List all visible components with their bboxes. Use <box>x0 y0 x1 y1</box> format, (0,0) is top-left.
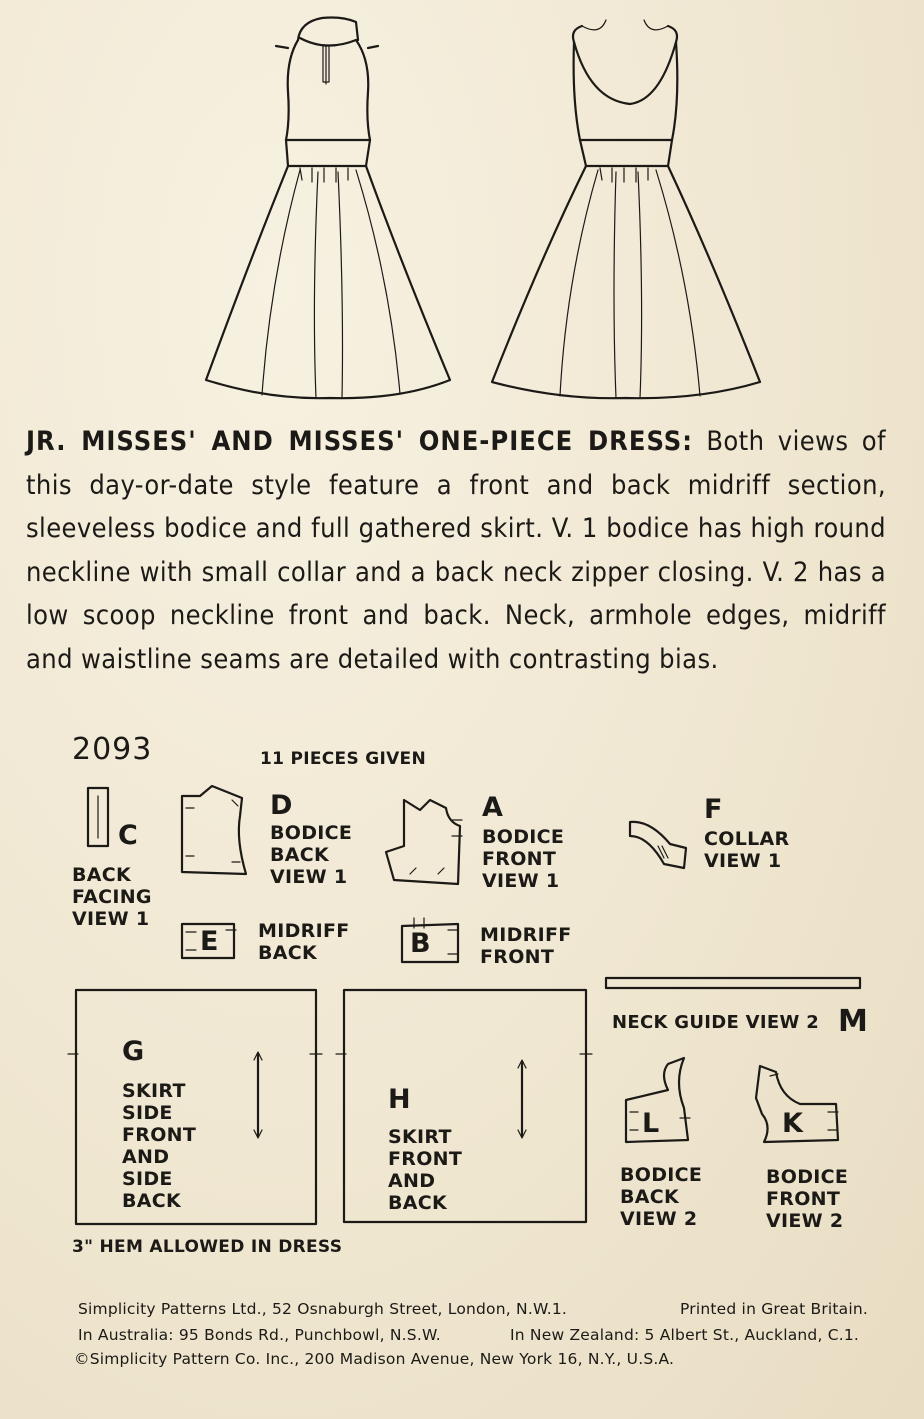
piece-b-label: MIDRIFF FRONT <box>480 924 572 968</box>
piece-h-label: SKIRT FRONT AND BACK <box>388 1126 463 1214</box>
pieces-given: 11 PIECES GIVEN <box>260 749 426 769</box>
piece-f-shape <box>630 822 686 868</box>
piece-m-letter: M <box>838 1004 868 1039</box>
piece-a-letter: A <box>482 792 503 823</box>
piece-d-letter: D <box>270 790 293 821</box>
piece-m-shape <box>606 978 860 988</box>
pattern-number: 2093 <box>72 732 153 767</box>
footer-line1-left: Simplicity Patterns Ltd., 52 Osnaburgh Street, London, N.W.1. <box>78 1300 568 1318</box>
hem-note: 3" HEM ALLOWED IN DRESS <box>72 1237 343 1257</box>
piece-d-shape <box>182 786 246 874</box>
footer-line3: ©Simplicity Pattern Co. Inc., 200 Madison Avenue, New York 16, N.Y., U.S.A. <box>74 1350 675 1368</box>
piece-c-label: BACK FACING VIEW 1 <box>72 864 152 930</box>
piece-g-label: SKIRT SIDE FRONT AND SIDE BACK <box>122 1080 197 1212</box>
piece-h-shape <box>336 990 592 1222</box>
piece-a-label: BODICE FRONT VIEW 1 <box>482 826 565 892</box>
piece-c-shape <box>88 788 108 846</box>
piece-k-letter: K <box>782 1108 803 1139</box>
description-body: Both views of this day-or-date style feature a front and back midriff section, sleeveless bodice and full gathered skirt. V. 1 bodice has high round neckline with small collar and a back neck zipper closing. V. 2 has a low scoop neckline front and back. Neck, armhole edges, midriff and waistline seams are detailed with contrasting bias. <box>26 426 886 675</box>
piece-l-letter: L <box>642 1108 660 1139</box>
piece-e-letter: E <box>200 926 219 957</box>
piece-d-label: BODICE BACK VIEW 1 <box>270 822 353 888</box>
piece-g-letter: G <box>122 1036 145 1067</box>
footer-line1-right: Printed in Great Britain. <box>680 1300 869 1318</box>
footer-line2-left: In Australia: 95 Bonds Rd., Punchbowl, N.S.W. <box>78 1326 441 1344</box>
piece-f-letter: F <box>704 794 723 825</box>
piece-k-label: BODICE FRONT VIEW 2 <box>766 1166 849 1232</box>
piece-l-label: BODICE BACK VIEW 2 <box>620 1164 703 1230</box>
piece-m-label: NECK GUIDE VIEW 2 <box>612 1012 820 1033</box>
footer-line2-right: In New Zealand: 5 Albert St., Auckland, C.1. <box>510 1326 860 1344</box>
piece-c-letter: C <box>118 820 138 851</box>
description-heading: JR. MISSES' AND MISSES' ONE-PIECE DRESS: <box>26 426 693 457</box>
piece-e-label: MIDRIFF BACK <box>258 920 350 964</box>
piece-f-label: COLLAR VIEW 1 <box>704 828 790 872</box>
piece-a-shape <box>386 800 462 884</box>
piece-b-letter: B <box>410 928 431 959</box>
piece-h-letter: H <box>388 1084 411 1115</box>
